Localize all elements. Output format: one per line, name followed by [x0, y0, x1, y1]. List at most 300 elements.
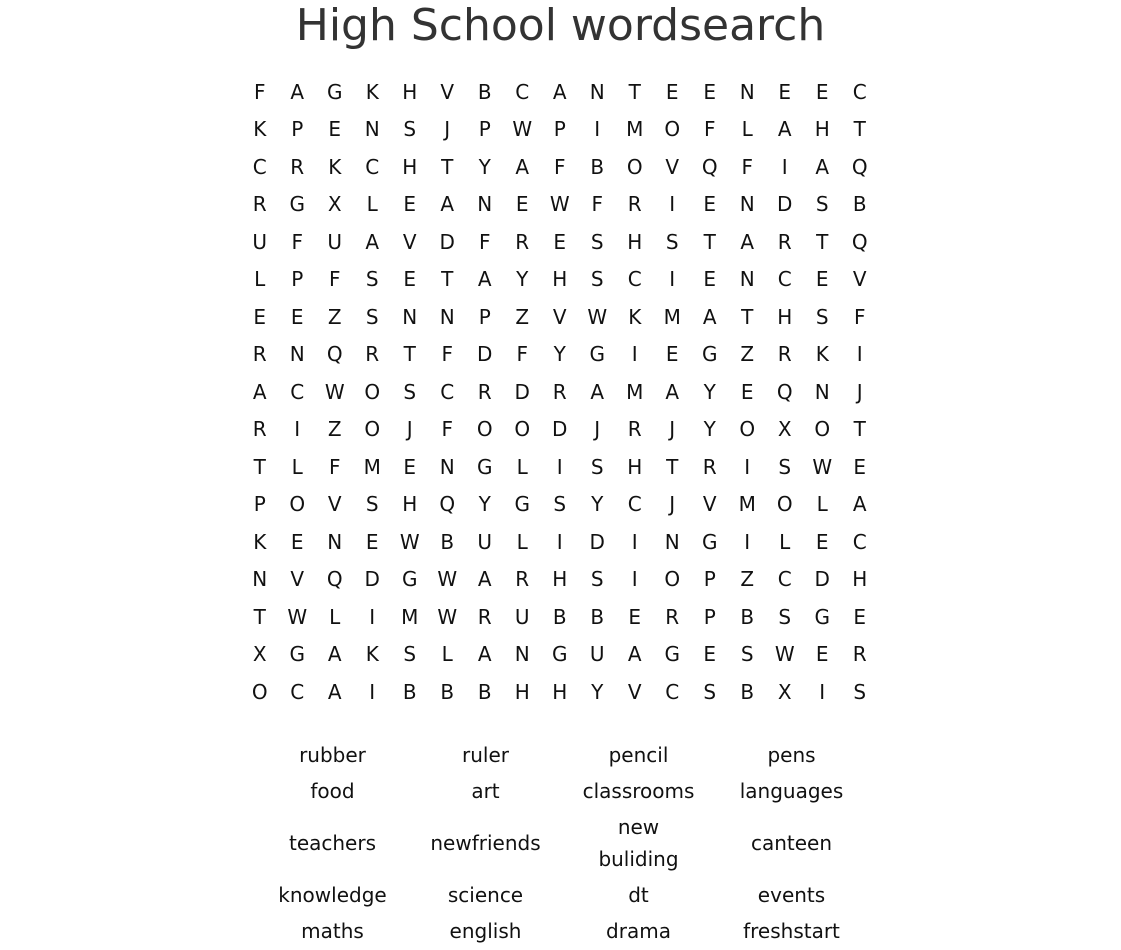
grid-letter: J [856, 379, 863, 404]
grid-letter: W [812, 454, 833, 479]
grid-letter: D [477, 342, 493, 367]
grid-letter: M [663, 304, 681, 329]
grid-letter: A [740, 229, 755, 254]
grid-letter: A [477, 567, 492, 592]
grid-letter: E [403, 192, 417, 217]
grid-letter: E [703, 79, 717, 104]
grid-letter: E [778, 79, 792, 104]
grid-letter: L [291, 454, 303, 479]
grid-letter: S [590, 229, 604, 254]
grid-letter: E [253, 304, 267, 329]
grid-letter: Q [776, 379, 793, 404]
word-list-row [256, 773, 868, 809]
grid-letter: T [703, 229, 716, 254]
word-item: pens [767, 743, 816, 767]
grid-letter: X [777, 679, 792, 704]
grid-letter: S [590, 454, 604, 479]
grid-letter: T [403, 342, 416, 367]
grid-letter: V [552, 304, 567, 329]
word-item: languages [739, 779, 844, 803]
grid-letter: T [741, 304, 754, 329]
grid-letter: V [627, 679, 642, 704]
grid-letter: I [594, 117, 601, 142]
grid-letter: R [627, 417, 642, 442]
word-item: freshstart [743, 919, 840, 943]
grid-letter: U [477, 529, 493, 554]
grid-letter: H [777, 304, 793, 329]
grid-letter: N [739, 267, 755, 292]
grid-letter: F [291, 229, 303, 254]
grid-letter: K [253, 117, 267, 142]
grid-letter: E [328, 117, 342, 142]
grid-letter: P [703, 567, 716, 592]
grid-letter: F [478, 229, 491, 254]
grid-letter: I [744, 454, 751, 479]
grid-letter: E [665, 79, 679, 104]
grid-letter: B [590, 154, 605, 179]
grid-letter: A [477, 267, 492, 292]
grid-letter: C [290, 679, 305, 704]
grid-letter: I [744, 529, 751, 554]
grid-letter: H [627, 454, 643, 479]
grid-letter: I [631, 529, 638, 554]
word-list-row [256, 877, 868, 913]
grid-letter: U [327, 229, 343, 254]
grid-letter: R [777, 342, 792, 367]
grid-letter: C [665, 679, 680, 704]
grid-letter: G [477, 454, 493, 479]
page-title: High School wordsearch [295, 0, 826, 51]
grid-letter: O [814, 417, 831, 442]
grid-letter: N [327, 529, 343, 554]
grid-letter: I [369, 679, 376, 704]
grid-letter: K [253, 529, 267, 554]
grid-letter: H [814, 117, 830, 142]
grid-letter: A [852, 492, 867, 517]
grid-letter: A [552, 79, 567, 104]
grid-letter: W [437, 567, 458, 592]
grid-letter: O [776, 492, 793, 517]
grid-letter: T [816, 229, 829, 254]
grid-letter: P [291, 267, 304, 292]
grid-letter: C [365, 154, 380, 179]
grid-letter: N [289, 342, 305, 367]
grid-letter: J [669, 492, 676, 517]
grid-letter: S [590, 567, 604, 592]
grid-letter: E [628, 604, 642, 629]
grid-letter: S [365, 267, 379, 292]
grid-letter: L [516, 529, 528, 554]
grid-letter: A [440, 192, 455, 217]
grid-letter: E [853, 604, 867, 629]
grid-letter: T [628, 79, 641, 104]
grid-letter: S [553, 492, 567, 517]
grid-letter: S [815, 304, 829, 329]
grid-letter: E [403, 454, 417, 479]
grid-letter: F [328, 267, 341, 292]
grid-letter: A [627, 642, 642, 667]
word-item: maths [301, 919, 364, 943]
grid-letter: Z [515, 304, 530, 329]
grid-letter: E [290, 529, 304, 554]
grid-letter: D [589, 529, 605, 554]
grid-letter: T [666, 454, 679, 479]
grid-letter: E [815, 642, 829, 667]
grid-letter: O [476, 417, 493, 442]
grid-letter: S [590, 267, 604, 292]
grid-letter: G [289, 642, 305, 667]
word-list-row [256, 913, 868, 949]
grid-letter: A [327, 679, 342, 704]
grid-letter: O [364, 379, 381, 404]
grid-letter: A [590, 379, 605, 404]
grid-letter: R [365, 342, 380, 367]
grid-letter: R [477, 379, 492, 404]
grid-letter: H [552, 267, 568, 292]
word-item: newfriends [430, 831, 541, 855]
grid-letter: G [664, 642, 680, 667]
grid-letter: D [514, 379, 530, 404]
grid-letter: Z [740, 342, 755, 367]
word-item: ruler [462, 743, 509, 767]
grid-letter: E [515, 192, 529, 217]
grid-letter: L [816, 492, 828, 517]
grid-letter: I [669, 267, 676, 292]
grid-letter: E [703, 642, 717, 667]
grid-letter: Q [326, 567, 343, 592]
grid-letter: N [589, 79, 605, 104]
grid-letter: D [814, 567, 830, 592]
grid-letter: C [627, 492, 642, 517]
grid-letter: E [815, 529, 829, 554]
grid-letter: K [365, 79, 379, 104]
grid-letter: N [739, 79, 755, 104]
grid-letter: Q [851, 154, 868, 179]
grid-letter: B [552, 604, 567, 629]
grid-letter: R [552, 379, 567, 404]
grid-letter: Y [703, 417, 716, 442]
grid-letter: S [703, 679, 717, 704]
grid-letter: M [626, 117, 644, 142]
grid-letter: P [291, 117, 304, 142]
grid-letter: M [626, 379, 644, 404]
grid-letter: Y [703, 379, 716, 404]
grid-letter: B [440, 529, 455, 554]
grid-letter: U [589, 642, 605, 667]
grid-letter: V [665, 154, 680, 179]
grid-letter: Y [478, 154, 491, 179]
grid-letter: I [856, 342, 863, 367]
grid-letter: Y [516, 267, 529, 292]
grid-letter: S [815, 192, 829, 217]
grid-letter: E [703, 192, 717, 217]
grid-letter: N [364, 117, 380, 142]
grid-letter: N [814, 379, 830, 404]
grid-letter: M [738, 492, 756, 517]
grid-letter: K [628, 304, 642, 329]
grid-letter: E [815, 79, 829, 104]
grid-letter: B [477, 79, 492, 104]
grid-letter: W [324, 379, 345, 404]
grid-letter: G [589, 342, 605, 367]
grid-letter: Y [553, 342, 566, 367]
word-item: pencil [608, 743, 669, 767]
grid-letter: S [403, 117, 417, 142]
grid-letter: D [439, 229, 455, 254]
grid-letter: R [665, 604, 680, 629]
grid-letter: A [777, 117, 792, 142]
grid-letter: N [477, 192, 493, 217]
grid-letter: B [740, 604, 755, 629]
grid-letter: H [402, 492, 418, 517]
grid-letter: L [441, 642, 453, 667]
grid-letter: T [253, 454, 266, 479]
grid-letter: W [287, 604, 308, 629]
grid-letter: R [477, 604, 492, 629]
grid-letter: E [740, 379, 754, 404]
word-item: dt [628, 883, 649, 907]
grid-letter: M [363, 454, 381, 479]
grid-letter: R [515, 567, 530, 592]
grid-letter: V [290, 567, 305, 592]
grid-letter: A [515, 154, 530, 179]
grid-letter: J [444, 117, 451, 142]
grid-letter: N [439, 454, 455, 479]
grid-letter: S [665, 229, 679, 254]
grid-letter: R [702, 454, 717, 479]
grid-letter: H [402, 154, 418, 179]
grid-letter: S [740, 642, 754, 667]
grid-letter: W [587, 304, 608, 329]
grid-letter: E [553, 229, 567, 254]
grid-letter: N [514, 642, 530, 667]
grid-letter: F [853, 304, 866, 329]
grid-letter: F [328, 454, 341, 479]
grid-letter: R [777, 229, 792, 254]
grid-letter: I [631, 567, 638, 592]
grid-letter: P [478, 304, 491, 329]
grid-letter: A [702, 304, 717, 329]
grid-letter: N [664, 529, 680, 554]
word-item: new buliding [598, 815, 679, 871]
grid-letter: S [403, 642, 417, 667]
grid-letter: V [852, 267, 867, 292]
grid-letter: I [819, 679, 826, 704]
letter-grid [241, 73, 878, 711]
grid-letter: H [514, 679, 530, 704]
grid-letter: F [553, 154, 566, 179]
grid-letter: I [669, 192, 676, 217]
grid-letter: W [399, 529, 420, 554]
grid-letter: F [516, 342, 528, 367]
grid-letter: S [778, 454, 792, 479]
grid-letter: T [853, 117, 866, 142]
grid-letter: V [402, 229, 417, 254]
grid-letter: G [814, 604, 830, 629]
grid-letter: N [439, 304, 455, 329]
grid-letter: C [777, 267, 792, 292]
word-item: food [310, 779, 355, 803]
grid-letter: B [440, 679, 455, 704]
grid-letter: X [252, 642, 267, 667]
grid-letter: C [515, 79, 530, 104]
grid-letter: H [552, 679, 568, 704]
word-item: classrooms [582, 779, 695, 803]
grid-letter: H [402, 79, 418, 104]
grid-letter: O [251, 679, 268, 704]
grid-letter: I [556, 529, 563, 554]
grid-letter: D [364, 567, 380, 592]
grid-letter: F [253, 79, 266, 104]
grid-letter: S [403, 379, 417, 404]
grid-letter: A [290, 79, 305, 104]
grid-letter: I [294, 417, 301, 442]
word-item: events [757, 883, 826, 907]
grid-letter: E [290, 304, 304, 329]
grid-letter: V [702, 492, 717, 517]
grid-letter: H [552, 567, 568, 592]
grid-letter: T [253, 604, 266, 629]
grid-letter: G [327, 79, 343, 104]
grid-letter: O [364, 417, 381, 442]
grid-letter: A [252, 379, 267, 404]
grid-letter: I [781, 154, 788, 179]
grid-letter: C [627, 267, 642, 292]
grid-letter: T [441, 267, 454, 292]
grid-letter: E [853, 454, 867, 479]
grid-letter: Q [326, 342, 343, 367]
grid-letter: E [403, 267, 417, 292]
grid-letter: P [478, 117, 491, 142]
grid-letter: K [365, 642, 379, 667]
grid-letter: N [739, 192, 755, 217]
grid-letter: Y [478, 492, 491, 517]
grid-letter: M [401, 604, 419, 629]
grid-letter: L [254, 267, 266, 292]
grid-letter: V [440, 79, 455, 104]
grid-letter: F [591, 192, 603, 217]
word-item: canteen [750, 831, 833, 855]
grid-letter: Z [327, 304, 342, 329]
grid-letter: N [252, 567, 268, 592]
grid-letter: P [553, 117, 566, 142]
grid-letter: R [515, 229, 530, 254]
grid-letter: T [853, 417, 866, 442]
grid-letter: X [777, 417, 792, 442]
word-item: teachers [288, 831, 377, 855]
grid-letter: B [740, 679, 755, 704]
grid-letter: E [703, 267, 717, 292]
grid-letter: I [631, 342, 638, 367]
grid-letter: C [852, 529, 867, 554]
grid-letter: W [549, 192, 570, 217]
grid-letter: A [365, 229, 380, 254]
grid-letter: U [252, 229, 268, 254]
grid-letter: Z [740, 567, 755, 592]
word-list-row [256, 809, 868, 877]
grid-letter: A [665, 379, 680, 404]
grid-letter: S [365, 304, 379, 329]
grid-letter: G [702, 342, 718, 367]
grid-letter: O [514, 417, 531, 442]
grid-letter: F [741, 154, 753, 179]
grid-letter: H [627, 229, 643, 254]
word-item: english [449, 919, 522, 943]
grid-letter: G [552, 642, 568, 667]
grid-letter: J [594, 417, 601, 442]
grid-letter: B [590, 604, 605, 629]
grid-letter: I [369, 604, 376, 629]
grid-letter: F [441, 342, 453, 367]
grid-letter: L [516, 454, 528, 479]
grid-letter: N [402, 304, 418, 329]
grid-letter: P [253, 492, 266, 517]
grid-letter: S [853, 679, 867, 704]
grid-letter: B [402, 679, 417, 704]
grid-letter: A [815, 154, 830, 179]
grid-letter: A [477, 642, 492, 667]
grid-letter: D [552, 417, 568, 442]
grid-letter: Q [439, 492, 456, 517]
grid-letter: F [441, 417, 453, 442]
grid-letter: T [441, 154, 454, 179]
grid-letter: W [774, 642, 795, 667]
grid-letter: R [852, 642, 867, 667]
grid-letter: F [703, 117, 716, 142]
grid-letter: R [252, 342, 267, 367]
grid-letter: X [327, 192, 342, 217]
grid-letter: Y [591, 492, 604, 517]
grid-letter: G [702, 529, 718, 554]
grid-letter: I [556, 454, 563, 479]
grid-letter: O [289, 492, 306, 517]
grid-letter: C [777, 567, 792, 592]
grid-letter: D [777, 192, 793, 217]
word-item: knowledge [278, 883, 387, 907]
word-list-row [256, 737, 868, 773]
grid-letter: G [402, 567, 418, 592]
grid-letter: J [669, 417, 676, 442]
grid-letter: S [778, 604, 792, 629]
grid-letter: Q [851, 229, 868, 254]
grid-letter: O [626, 154, 643, 179]
grid-letter: K [815, 342, 829, 367]
grid-letter: E [665, 342, 679, 367]
grid-letter: G [514, 492, 530, 517]
word-item: art [471, 779, 500, 803]
grid-letter: Q [701, 154, 718, 179]
grid-letter: R [252, 417, 267, 442]
grid-letter: L [779, 529, 791, 554]
grid-letter: P [703, 604, 716, 629]
grid-letter: L [329, 604, 341, 629]
grid-letter: W [512, 117, 533, 142]
grid-letter: B [477, 679, 492, 704]
grid-letter: J [406, 417, 413, 442]
grid-letter: C [252, 154, 267, 179]
grid-letter: A [327, 642, 342, 667]
grid-letter: L [741, 117, 753, 142]
grid-letter: E [365, 529, 379, 554]
grid-letter: V [327, 492, 342, 517]
grid-letter: O [664, 117, 681, 142]
grid-letter: C [852, 79, 867, 104]
grid-letter: O [739, 417, 756, 442]
grid-letter: E [815, 267, 829, 292]
grid-letter: B [852, 192, 867, 217]
grid-letter: Y [591, 679, 604, 704]
grid-letter: C [290, 379, 305, 404]
